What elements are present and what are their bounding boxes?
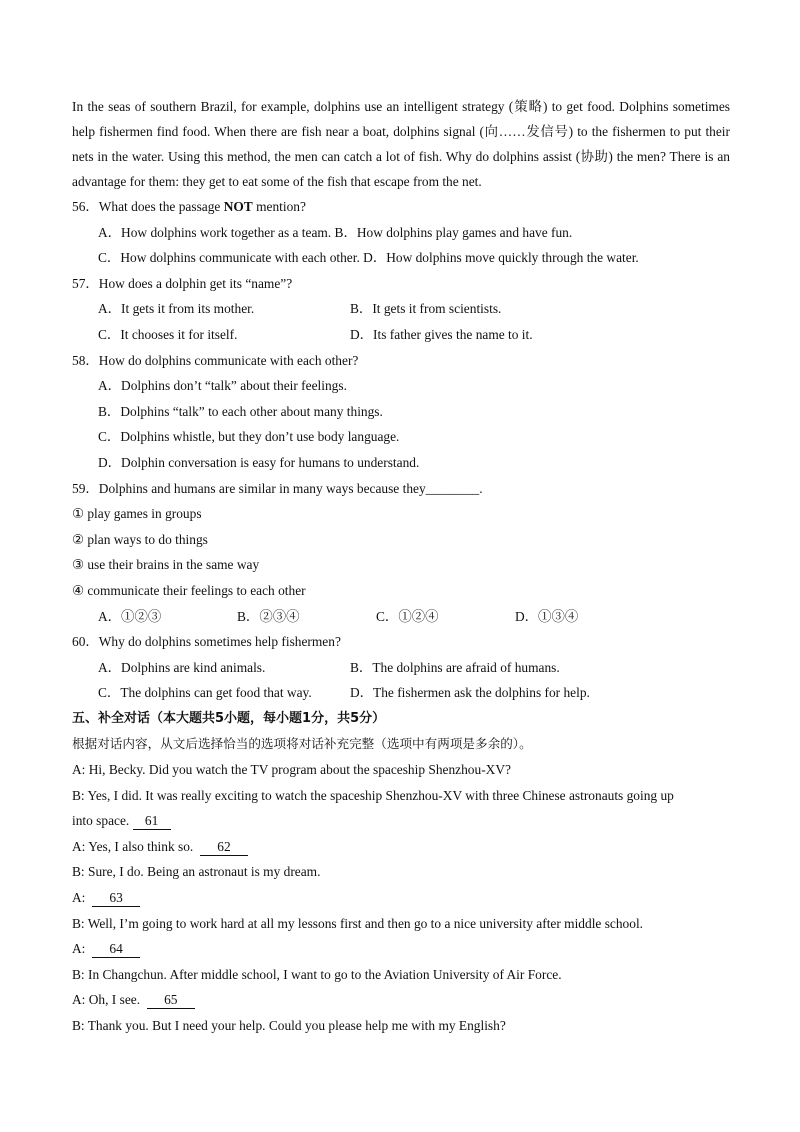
option-58-b[interactable]: B．Dolphins “talk” to each other about many things.	[98, 403, 383, 419]
question-57-stem: 57．How does a dolphin get its “name”?	[72, 275, 293, 291]
option-59-c[interactable]: C．①②④	[376, 608, 439, 624]
dialogue-line-8: B: In Changchun. After middle school, I want to go to the Aviation University of Air Force.	[72, 966, 562, 982]
option-60-b[interactable]: B．The dolphins are afraid of humans.	[350, 659, 560, 675]
question-58-stem: 58．How do dolphins communicate with each other?	[72, 352, 359, 368]
option-59-a[interactable]: A．①②③	[98, 608, 162, 624]
dialogue-line-5: A: 63	[72, 885, 730, 911]
dialogue-line-10: B: Thank you. But I need your help. Could you please help me with my English?	[72, 1018, 506, 1033]
option-56-b[interactable]: B．How dolphins play games and have fun.	[334, 224, 573, 240]
blank-64[interactable]: 64	[92, 941, 140, 958]
blank-65[interactable]: 65	[147, 992, 195, 1009]
option-59-b[interactable]: B．②③④	[237, 608, 300, 624]
option-57-c[interactable]: C．It chooses it for itself.	[98, 326, 238, 342]
option-58-c[interactable]: C．Dolphins whistle, but they don’t use body language.	[98, 429, 400, 445]
dialogue-line-6: B: Well, I’m going to work hard at all my lessons first and then go to a nice university after middle school.	[72, 915, 644, 931]
dialogue-line-3: A: Yes, I also think so. 62	[72, 834, 730, 860]
q59-item-1: ① play games in groups	[72, 506, 202, 522]
option-56-c[interactable]: C．How dolphins communicate with each other.	[98, 250, 360, 266]
blank-62[interactable]: 62	[200, 839, 248, 856]
blank-61[interactable]: 61	[133, 813, 171, 830]
exam-page	[72, 94, 730, 1039]
option-60-a[interactable]: A．Dolphins are kind animals.	[98, 659, 266, 675]
dialogue-line-1: A: Hi, Becky. Did you watch the TV program about the spaceship Shenzhou-XV?	[72, 762, 511, 778]
q59-item-2: ② plan ways to do things	[72, 531, 208, 547]
question-56-options-row-2	[72, 245, 730, 271]
section-5-instruction: 根据对话内容，从文后选择恰当的选项将对话补充完整（选项中有两项是多余的）。	[72, 736, 532, 752]
option-57-d[interactable]: D．Its father gives the name to it.	[350, 326, 533, 342]
blank-63[interactable]: 63	[92, 890, 140, 907]
question-60-stem: 60．Why do dolphins sometimes help fishermen?	[72, 634, 341, 650]
question-57-options-row-1	[72, 296, 730, 322]
question-59-stem: 59．Dolphins and humans are similar in many ways because they________.	[72, 480, 483, 496]
question-59-options	[72, 604, 730, 630]
question-60-options-row-1	[72, 655, 730, 681]
option-58-a[interactable]: A．Dolphins don’t “talk” about their feelings.	[98, 378, 347, 394]
option-60-c[interactable]: C．The dolphins can get food that way.	[98, 685, 312, 701]
reading-passage: In the seas of southern Brazil, for example, dolphins use an intelligent strategy (策略) to get food. Dolphins sometimes help fishermen find food. When there are fish near a boat, dolphins signal (向……发信号) to the fishermen to put their nets in the water. Using this method, the men can catch a lot of fish. Why do dolphins assist (协助) the men? There is an advantage for them: they get to eat some of the fish that escape from the net.	[72, 99, 730, 189]
question-56-options-row-1	[72, 220, 730, 246]
dialogue-line-9: A: Oh, I see. 65	[72, 987, 730, 1013]
option-56-a[interactable]: A．How dolphins work together as a team.	[98, 224, 332, 240]
option-56-d[interactable]: D．How dolphins move quickly through the water.	[363, 250, 639, 266]
question-57-options-row-2	[72, 322, 730, 348]
option-58-d[interactable]: D．Dolphin conversation is easy for humans to understand.	[98, 454, 420, 470]
option-59-d[interactable]: D．①③④	[515, 608, 579, 624]
dialogue-line-2a: B: Yes, I did. It was really exciting to watch the spaceship Shenzhou-XV with three Chinese astronauts going up	[72, 787, 674, 803]
question-60-options-row-2	[72, 680, 730, 706]
option-57-b[interactable]: B．It gets it from scientists.	[350, 301, 502, 317]
dialogue-line-2b: into space. 61	[72, 808, 730, 834]
question-56-stem: 56．What does the passage NOT mention?	[72, 199, 306, 214]
section-5-title: 五、补全对话（本大题共5小题，每小题1分，共5分）	[72, 710, 386, 726]
emphasis-not: NOT	[223, 199, 253, 214]
dialogue-line-7: A: 64	[72, 936, 730, 962]
q59-item-4: ④ communicate their feelings to each other	[72, 582, 306, 598]
dialogue-line-4: B: Sure, I do. Being an astronaut is my dream.	[72, 864, 321, 880]
q59-item-3: ③ use their brains in the same way	[72, 557, 260, 573]
option-57-a[interactable]: A．It gets it from its mother.	[98, 301, 255, 317]
option-60-d[interactable]: D．The fishermen ask the dolphins for help.	[350, 685, 590, 701]
